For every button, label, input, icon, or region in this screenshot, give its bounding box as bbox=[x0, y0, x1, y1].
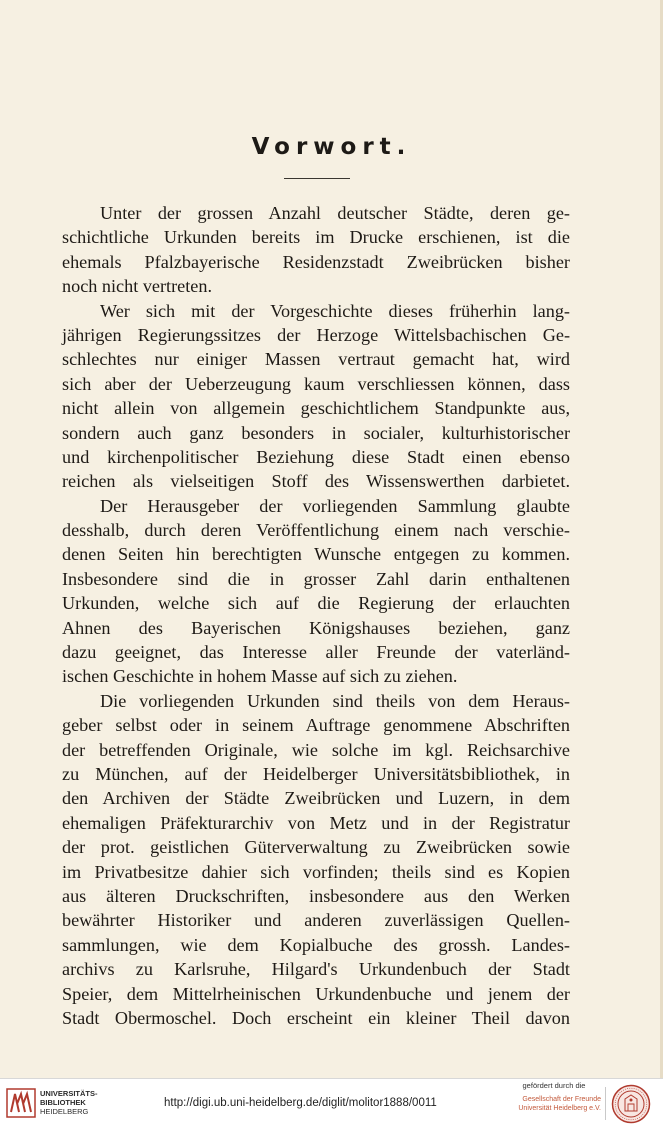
text-line: sondern auch ganz besonders in socialer, kulturhistorischer bbox=[62, 422, 570, 443]
library-name-line: UNIVERSITÄTS- bbox=[40, 1089, 98, 1098]
footer-divider bbox=[605, 1087, 606, 1120]
text-line: desshalb, durch deren Veröffentlichung einem nach verschie- bbox=[62, 520, 570, 541]
library-name bbox=[40, 1089, 98, 1116]
text-line: im Privatbesitze dahier sich vorfinden; theils sind es Kopien bbox=[62, 861, 570, 882]
text-line: Wer sich mit der Vorgeschichte dieses früherhin lang- bbox=[100, 300, 570, 321]
text-line: Die vorliegenden Urkunden sind theils von dem Heraus- bbox=[100, 690, 570, 711]
text-line: Der Herausgeber der vorliegenden Sammlung glaubte bbox=[100, 495, 570, 516]
library-name-line: HEIDELBERG bbox=[40, 1107, 89, 1116]
text-line: schichtliche Urkunden bereits im Drucke erschienen, ist die bbox=[62, 227, 570, 248]
text-line: Speier, dem Mittelrheinischen Urkundenbuche und jenem der bbox=[62, 983, 570, 1004]
university-seal-icon bbox=[611, 1084, 651, 1124]
text-line: Ahnen des Bayerischen Königshauses beziehen, ganz bbox=[62, 617, 570, 638]
sponsor-name[interactable] bbox=[505, 1095, 601, 1113]
text-line: denen Seiten hin berechtigten Wunsche entgegen zu kommen. bbox=[62, 544, 570, 565]
text-line: Unter der grossen Anzahl deutscher Städte, deren ge- bbox=[100, 203, 570, 223]
text-line: den Archiven der Städte Zweibrücken und Luzern, in dem bbox=[62, 788, 570, 809]
viewer-footer bbox=[0, 1078, 663, 1127]
funded-by-label: gefördert durch die bbox=[522, 1081, 586, 1090]
text-line: jährigen Regierungssitzes der Herzoge Wittelsbachischen Ge- bbox=[62, 324, 570, 345]
text-line: bewährter Historiker und anderen zuverlässigen Quellen- bbox=[62, 910, 570, 931]
text-line: dazu geeignet, das Interesse aller Freunde der vaterländ- bbox=[62, 642, 570, 663]
text-line: zu München, auf der Heidelberger Universitätsbibliothek, in bbox=[62, 763, 570, 784]
text-line: geber selbst oder in seinem Auftrage genommene Abschriften bbox=[62, 715, 570, 736]
text-line: Insbesondere sind die in grosser Zahl darin enthaltenen bbox=[62, 568, 570, 589]
text-line: der betreffenden Originale, wie solche im kgl. Reichsarchive bbox=[62, 739, 570, 760]
text-line: und kirchenpolitischer Beziehung diese Stadt einen ebenso bbox=[62, 446, 570, 467]
text-line: sich aber der Ueberzeugung kaum verschliessen können, dass bbox=[62, 373, 570, 394]
funded-by bbox=[512, 1081, 596, 1091]
permalink-url[interactable]: http://digi.ub.uni-heidelberg.de/diglit/molitor1888/0011 bbox=[164, 1097, 437, 1109]
text-line: aus älteren Druckschriften, insbesondere aus den Werken bbox=[62, 885, 570, 906]
text-line: nicht allein von allgemein geschichtlichem Standpunkte aus, bbox=[62, 398, 570, 419]
text-line: Urkunden, welche sich auf die Regierung der erlauchten bbox=[62, 593, 570, 614]
text-line: schlechtes nur einiger Massen vertraut gemacht hat, wird bbox=[62, 349, 570, 370]
text-line: archivs zu Karlsruhe, Hilgard's Urkundenbuch der Stadt bbox=[62, 959, 570, 980]
page-heading: Vorwort. bbox=[251, 134, 412, 160]
sponsor-name-line: Gesellschaft der Freunde bbox=[522, 1096, 601, 1103]
heading-rule bbox=[284, 178, 350, 179]
library-name-line: BIBLIOTHEK bbox=[40, 1098, 86, 1107]
text-line: reichen als vielseitigen Stoff des Wissenswerthen darbietet. bbox=[62, 471, 570, 492]
sponsor-name-line: Universität Heidelberg e.V. bbox=[518, 1105, 601, 1112]
text-line: sammlungen, wie dem Kopialbuche des grossh. Landes- bbox=[62, 934, 570, 955]
text-line: ischen Geschichte in hohem Masse auf sich zu ziehen. bbox=[62, 666, 458, 687]
body-text bbox=[62, 201, 570, 1030]
ub-heidelberg-logo-icon[interactable] bbox=[6, 1088, 36, 1118]
text-line: ehemaligen Präfekturarchiv von Metz und in der Registratur bbox=[62, 812, 570, 833]
text-line: noch nicht vertreten. bbox=[62, 276, 212, 297]
text-line: ehemals Pfalzbayerische Residenzstadt Zweibrücken bisher bbox=[62, 251, 570, 272]
text-line: Stadt Obermoschel. Doch erscheint ein kleiner Theil davon bbox=[62, 1007, 570, 1028]
text-line: der prot. geistlichen Güterverwaltung zu Zweibrücken sowie bbox=[62, 837, 570, 858]
